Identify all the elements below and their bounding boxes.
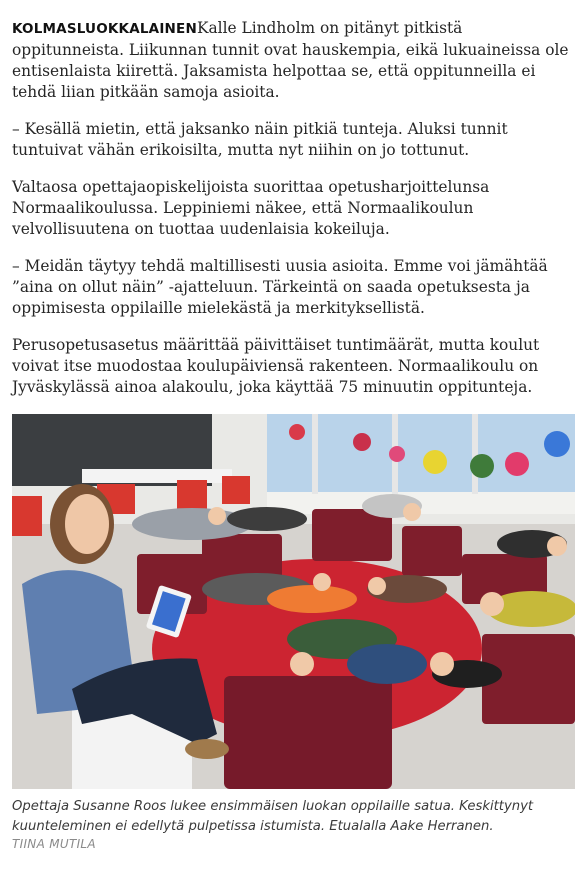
lead-label: KOLMASLUOKKALAINEN <box>12 21 197 37</box>
photo-caption: Opettaja Susanne Roos lukee ensimmäisen luokan oppilaille satua. Keskittynyt kuunteleminen ei edellytä pulpetissa istumista. Etualalla Aake Herranen. <box>12 799 534 834</box>
article-paragraph-5: Perusopetusasetus määrittää päivittäiset tuntimäärät, mutta koulut voivat itse muodostaa koulupäiviensä rakenteen. Normaalikoulu on Jyväskylässä ainoa alakoulu, joka käyttää 75 minuutin oppitunteja. <box>12 336 540 396</box>
article-body <box>12 18 578 414</box>
article-paragraph-2: – Kesällä mietin, että jaksanko näin pitkiä tunteja. Aluksi tunnit tuntuivat vähän erikoisilta, mutta nyt niihin on jo tottunut. <box>12 120 508 159</box>
article-paragraph-3: Valtaosa opettajaopiskelijoista suorittaa opetusharjoittelunsa Normaalikoulussa. Leppiniemi näkee, että Normaalikoulun velvollisuutena on tuottaa uudenlaisia kokeiluja. <box>12 178 490 238</box>
photo-credit: TIINA MUTILA <box>12 837 96 851</box>
article-paragraph-1 <box>12 18 578 103</box>
paragraph-text: Kalle Lindholm on pitänyt pitkistä oppitunneista. Liikunnan tunnit ovat hauskempia, eikä lukuaineissa ole entisenlaista kiirettä. Jaksamista helpottaa se, että oppitunneilla ei tehdä liian pitkään samoja asioita. <box>12 19 569 101</box>
classroom-photo[interactable] <box>12 414 575 789</box>
article-figure <box>12 414 575 851</box>
article-paragraph-4: – Meidän täytyy tehdä maltillisesti uusia asioita. Emme voi jämähtää ”aina on ollut näin” -ajatteluun. Tärkeintä on saada opetuksesta ja oppimisesta oppilaille mielekästä ja merkityksellistä. <box>12 257 548 317</box>
